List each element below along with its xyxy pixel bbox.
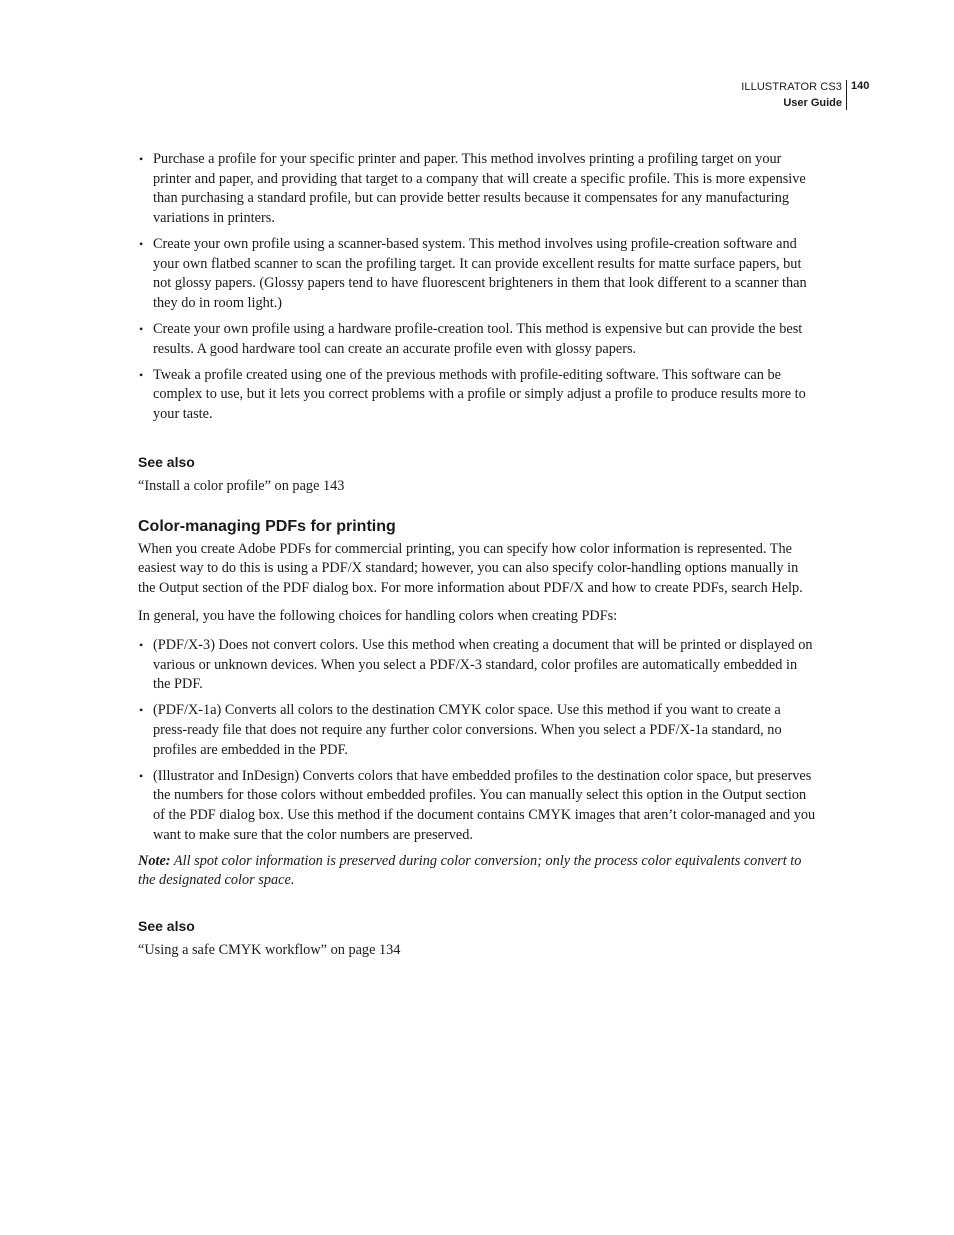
main-content [138,150,818,961]
note-label: Note: [138,852,171,869]
list-item: • Purchase a profile for your specific printer and paper. This method involves printing a profiling target on your printer and paper, and providing that target to a company that will create a specific profile. This is more expensive than purchasing a standard profile, but can provide better results because it compensates for any manufacturing variations in printers. [138,150,818,228]
section-paragraph: In general, you have the following choices for handling colors when creating PDFs: [138,608,618,625]
header-divider [846,80,847,110]
list-item: • Create your own profile using a scanner-based system. This method involves using profile-creation software and your own flatbed scanner to scan the profiling target. It can provide excellent results for matte surface papers, but not glossy papers. (Glossy papers tend to have fluorescent brighteners in them that look different to a scanner than they do in room light.) [138,235,818,313]
see-also-heading: See also [138,917,195,934]
pdf-color-choices-list [138,636,818,845]
section-paragraph: When you create Adobe PDFs for commercial printing, you can specify how color information is represented. The easiest way to do this is using a PDF/X standard; however, you can also specify color-handling options manually in the Output section of the PDF dialog box. For more information about PDF/X and how to create PDFs, search Help. [138,540,803,596]
cross-reference-link[interactable]: “Install a color profile” on page 143 [138,478,345,495]
note-text: All spot color information is preserved during color conversion; only the process color equivalents convert to the designated color space. [138,852,802,889]
cross-reference-link[interactable]: “Using a safe CMYK workflow” on page 134 [138,941,401,958]
list-item: • (PDF/X-3) Does not convert colors. Use this method when creating a document that will be printed or displayed on various or unknown devices. When you select a PDF/X-3 standard, color profiles are automatically embedded in the PDF. [138,636,818,695]
page-number: 140 [851,80,870,92]
product-name: ILLUSTRATOR CS3 [741,81,842,93]
see-also-heading: See also [138,454,195,471]
list-item: • (Illustrator and InDesign) Converts colors that have embedded profiles to the destination color space, but preserves the numbers for those colors without embedded profiles. You can manually select this option in the Output section of the PDF dialog box. Use this method if the document contains CMYK images that aren’t color-managed and you want to make sure that the color numbers are preserved. [138,767,818,845]
note [138,852,818,891]
list-item: • (PDF/X-1a) Converts all colors to the destination CMYK color space. Use this method if you want to create a press-ready file that does not require any further color conversions. When you select a PDF/X-1a standard, no profiles are embedded in the PDF. [138,701,818,760]
running-header [741,79,842,111]
guide-name: User Guide [783,97,842,109]
section-title: Color-managing PDFs for printing [138,517,396,535]
list-item: • Tweak a profile created using one of the previous methods with profile-editing software. This software can be complex to use, but it lets you correct problems with a profile or simply adjust a profile to produce results more to your taste. [138,366,818,425]
profile-options-list [138,150,818,425]
list-item: • Create your own profile using a hardware profile-creation tool. This method is expensive but can provide the best results. A good hardware tool can create an accurate profile even with glossy papers. [138,320,818,359]
